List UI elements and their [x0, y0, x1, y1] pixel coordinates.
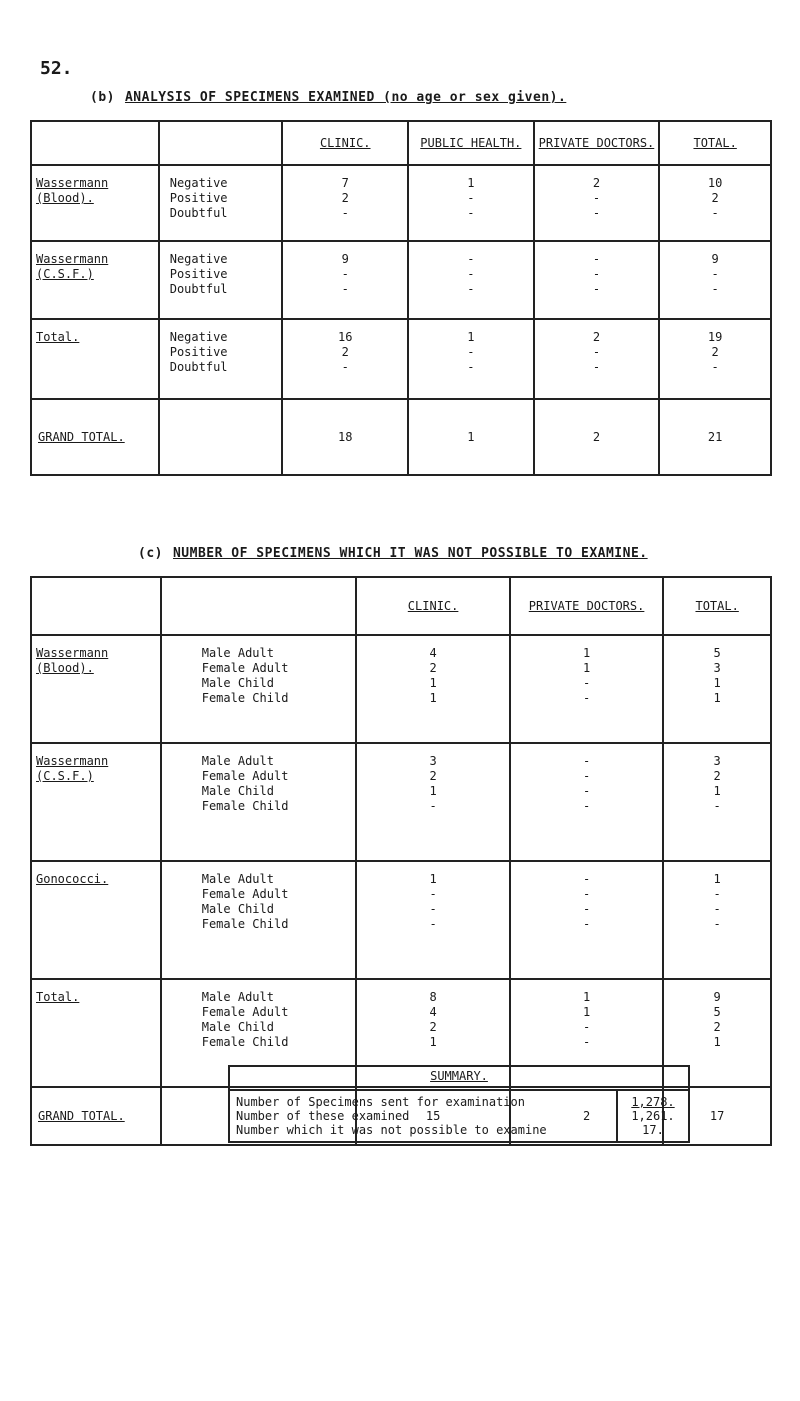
group-label: Wassermann (Blood).: [31, 165, 159, 241]
public-health-values: 1 - -: [408, 319, 534, 399]
grand-total-clinic: 15: [356, 1087, 509, 1145]
section-b-title: [90, 90, 566, 105]
grand-total-total: 17: [663, 1087, 771, 1145]
clinic-values: 3 2 1 -: [356, 743, 509, 861]
total-values: 19 2 -: [659, 319, 771, 399]
header-blank: [159, 121, 283, 165]
table-row: [31, 319, 771, 399]
summary-label: Number of these examined: [236, 1109, 410, 1123]
group-label: Gonococci.: [31, 861, 161, 979]
section-b-label: (b): [90, 90, 115, 105]
header-total: TOTAL.: [659, 121, 771, 165]
header-row: [31, 577, 771, 635]
total-values: 10 2 -: [659, 165, 771, 241]
specimens-analysis-table: [30, 120, 772, 476]
public-health-values: - - -: [408, 241, 534, 319]
clinic-values: 9 - -: [282, 241, 408, 319]
header-clinic: CLINIC.: [282, 121, 408, 165]
private-values: 2 - -: [534, 319, 660, 399]
section-c-title: [138, 546, 648, 561]
grand-total-label: GRAND TOTAL.: [31, 399, 159, 475]
header-blank: [31, 577, 161, 635]
category-labels: Male Adult Female Adult Male Child Female Child: [161, 635, 357, 743]
private-values: 1 1 - -: [510, 635, 664, 743]
unexamined-specimens-table: [30, 576, 772, 1146]
grand-total-row: [31, 399, 771, 475]
total-values: 9 5 2 1: [663, 979, 771, 1087]
header-private-doctors: PRIVATE DOCTORS.: [534, 121, 660, 165]
clinic-values: 1 - - -: [356, 861, 509, 979]
summary-header-row: [229, 1066, 689, 1090]
total-values: 3 2 1 -: [663, 743, 771, 861]
category-labels: Male Adult Female Adult Male Child Female Child: [161, 861, 357, 979]
page-number: 52.: [40, 58, 73, 79]
result-labels: Negative Positive Doubtful: [159, 165, 283, 241]
result-labels: Negative Positive Doubtful: [159, 319, 283, 399]
private-values: 2 - -: [534, 165, 660, 241]
private-values: 1 1 - -: [510, 979, 664, 1087]
private-values: - - -: [534, 241, 660, 319]
category-labels: Male Adult Female Adult Male Child Female Child: [161, 979, 357, 1087]
summary-value: 17.: [642, 1123, 664, 1137]
grand-total-private: 2: [534, 399, 660, 475]
summary-label: Number which it was not possible to examine: [236, 1123, 547, 1137]
summary-labels: [229, 1090, 617, 1142]
group-label: Total.: [31, 979, 161, 1087]
group-label: Wassermann (C.S.F.): [31, 743, 161, 861]
result-labels: Negative Positive Doubtful: [159, 241, 283, 319]
clinic-values: 8 4 2 1: [356, 979, 509, 1087]
clinic-values: 7 2 -: [282, 165, 408, 241]
grand-total-clinic: 18: [282, 399, 408, 475]
summary-table: [228, 1065, 690, 1143]
group-label: Wassermann (Blood).: [31, 635, 161, 743]
header-clinic: CLINIC.: [356, 577, 509, 635]
table-row: [31, 861, 771, 979]
clinic-values: 4 2 1 1: [356, 635, 509, 743]
table-row: [31, 635, 771, 743]
total-values: 1 - - -: [663, 861, 771, 979]
clinic-values: 16 2 -: [282, 319, 408, 399]
total-values: 9 - -: [659, 241, 771, 319]
private-values: - - - -: [510, 861, 664, 979]
blank-cell: [159, 399, 283, 475]
summary-title: SUMMARY.: [229, 1066, 689, 1090]
summary-value: 1,278.: [631, 1095, 675, 1109]
grand-total-private: 2: [510, 1087, 664, 1145]
public-health-values: 1 - -: [408, 165, 534, 241]
total-values: 5 3 1 1: [663, 635, 771, 743]
section-b-heading: ANALYSIS OF SPECIMENS EXAMINED (no age or sex given).: [124, 90, 567, 105]
table-row: [31, 241, 771, 319]
group-label: Total.: [31, 319, 159, 399]
private-values: - - - -: [510, 743, 664, 861]
group-label: Wassermann (C.S.F.): [31, 241, 159, 319]
header-total: TOTAL.: [663, 577, 771, 635]
grand-total-public-health: 1: [408, 399, 534, 475]
header-row: [31, 121, 771, 165]
header-blank: [31, 121, 159, 165]
summary-value: 1,261.: [631, 1109, 675, 1123]
summary-body-row: [229, 1090, 689, 1142]
table-row: [31, 165, 771, 241]
header-private-doctors: PRIVATE DOCTORS.: [510, 577, 664, 635]
grand-total-total: 21: [659, 399, 771, 475]
summary-label: Number of Specimens sent for examination: [236, 1095, 525, 1109]
section-c-heading: NUMBER OF SPECIMENS WHICH IT WAS NOT POSSIBLE TO EXAMINE.: [172, 546, 648, 561]
table-row: [31, 743, 771, 861]
header-blank: [161, 577, 357, 635]
header-public-health: PUBLIC HEALTH.: [408, 121, 534, 165]
category-labels: Male Adult Female Adult Male Child Female Child: [161, 743, 357, 861]
section-c-label: (c): [138, 546, 163, 561]
grand-total-label: GRAND TOTAL.: [31, 1087, 161, 1145]
summary-values: [617, 1090, 689, 1142]
